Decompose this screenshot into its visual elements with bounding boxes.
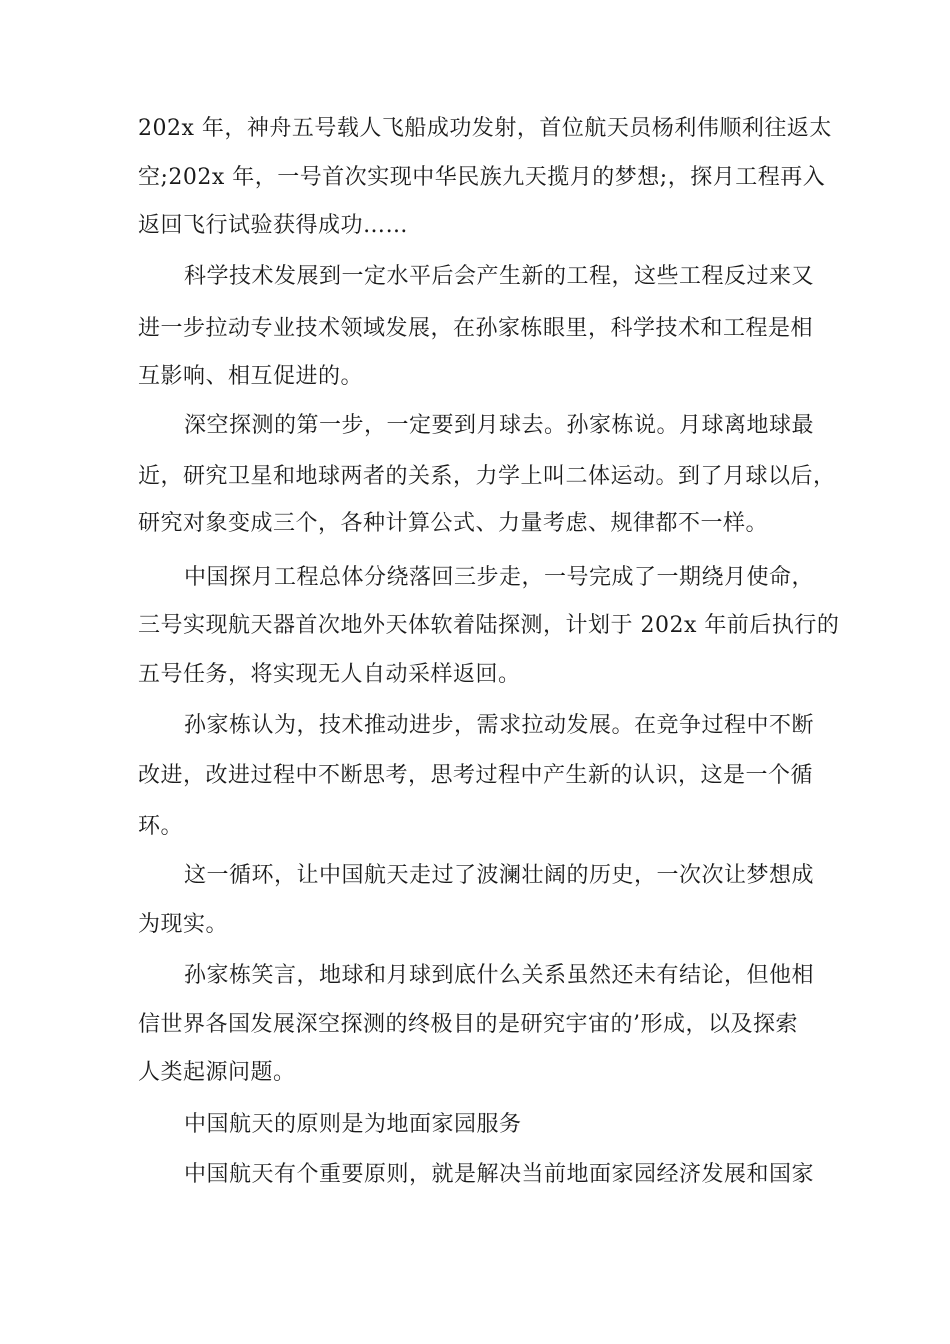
text-line: 环。	[138, 814, 184, 839]
text-line: 202x 年，神舟五号载人飞船成功发射，首位航天员杨利伟顺利往返太	[138, 116, 832, 141]
paragraph-first-line: 孙家栋笑言，地球和月球到底什么关系虽然还未有结论，但他相	[184, 963, 815, 988]
text-line: 五号任务，将实现无人自动采样返回。	[138, 662, 521, 687]
text-line: 进一步拉动专业技术领域发展，在孙家栋眼里，科学技术和工程是相	[138, 316, 814, 341]
text-line: 为现实。	[138, 912, 229, 937]
section-heading: 中国航天的原则是为地面家园服务	[184, 1112, 522, 1137]
text-line: 信世界各国发展深空探测的终极目的是研究宇宙的’形成，以及探索	[138, 1012, 798, 1037]
text-line: 三号实现航天器首次地外天体软着陆探测，计划于 202x 年前后执行的	[138, 613, 840, 638]
text-line: 返回飞行试验获得成功……	[138, 213, 409, 238]
paragraph-first-line: 孙家栋认为，技术推动进步，需求拉动发展。在竞争过程中不断	[184, 713, 815, 738]
paragraph-first-line: 这一循环，让中国航天走过了波澜壮阔的历史，一次次让梦想成	[184, 863, 815, 888]
text-line: 近，研究卫星和地球两者的关系，力学上叫二体运动。到了月球以后，	[138, 464, 836, 489]
text-line: 人类起源问题。	[138, 1060, 296, 1085]
text-line: 互影响、相互促进的。	[138, 364, 364, 389]
paragraph-first-line: 深空探测的第一步，一定要到月球去。孙家栋说。月球离地球最	[184, 413, 815, 438]
paragraph-first-line: 中国探月工程总体分绕落回三步走，一号完成了一期绕月使命，	[184, 565, 815, 590]
text-line: 研究对象变成三个，各种计算公式、力量考虑、规律都不一样。	[138, 511, 769, 536]
paragraph-first-line: 科学技术发展到一定水平后会产生新的工程，这些工程反过来又	[184, 264, 815, 289]
text-line: 空;202x 年，一号首次实现中华民族九天揽月的梦想;，探月工程再入	[138, 165, 826, 190]
paragraph-first-line: 中国航天有个重要原则，就是解决当前地面家园经济发展和国家	[184, 1162, 815, 1187]
text-line: 改进，改进过程中不断思考，思考过程中产生新的认识，这是一个循	[138, 763, 814, 788]
